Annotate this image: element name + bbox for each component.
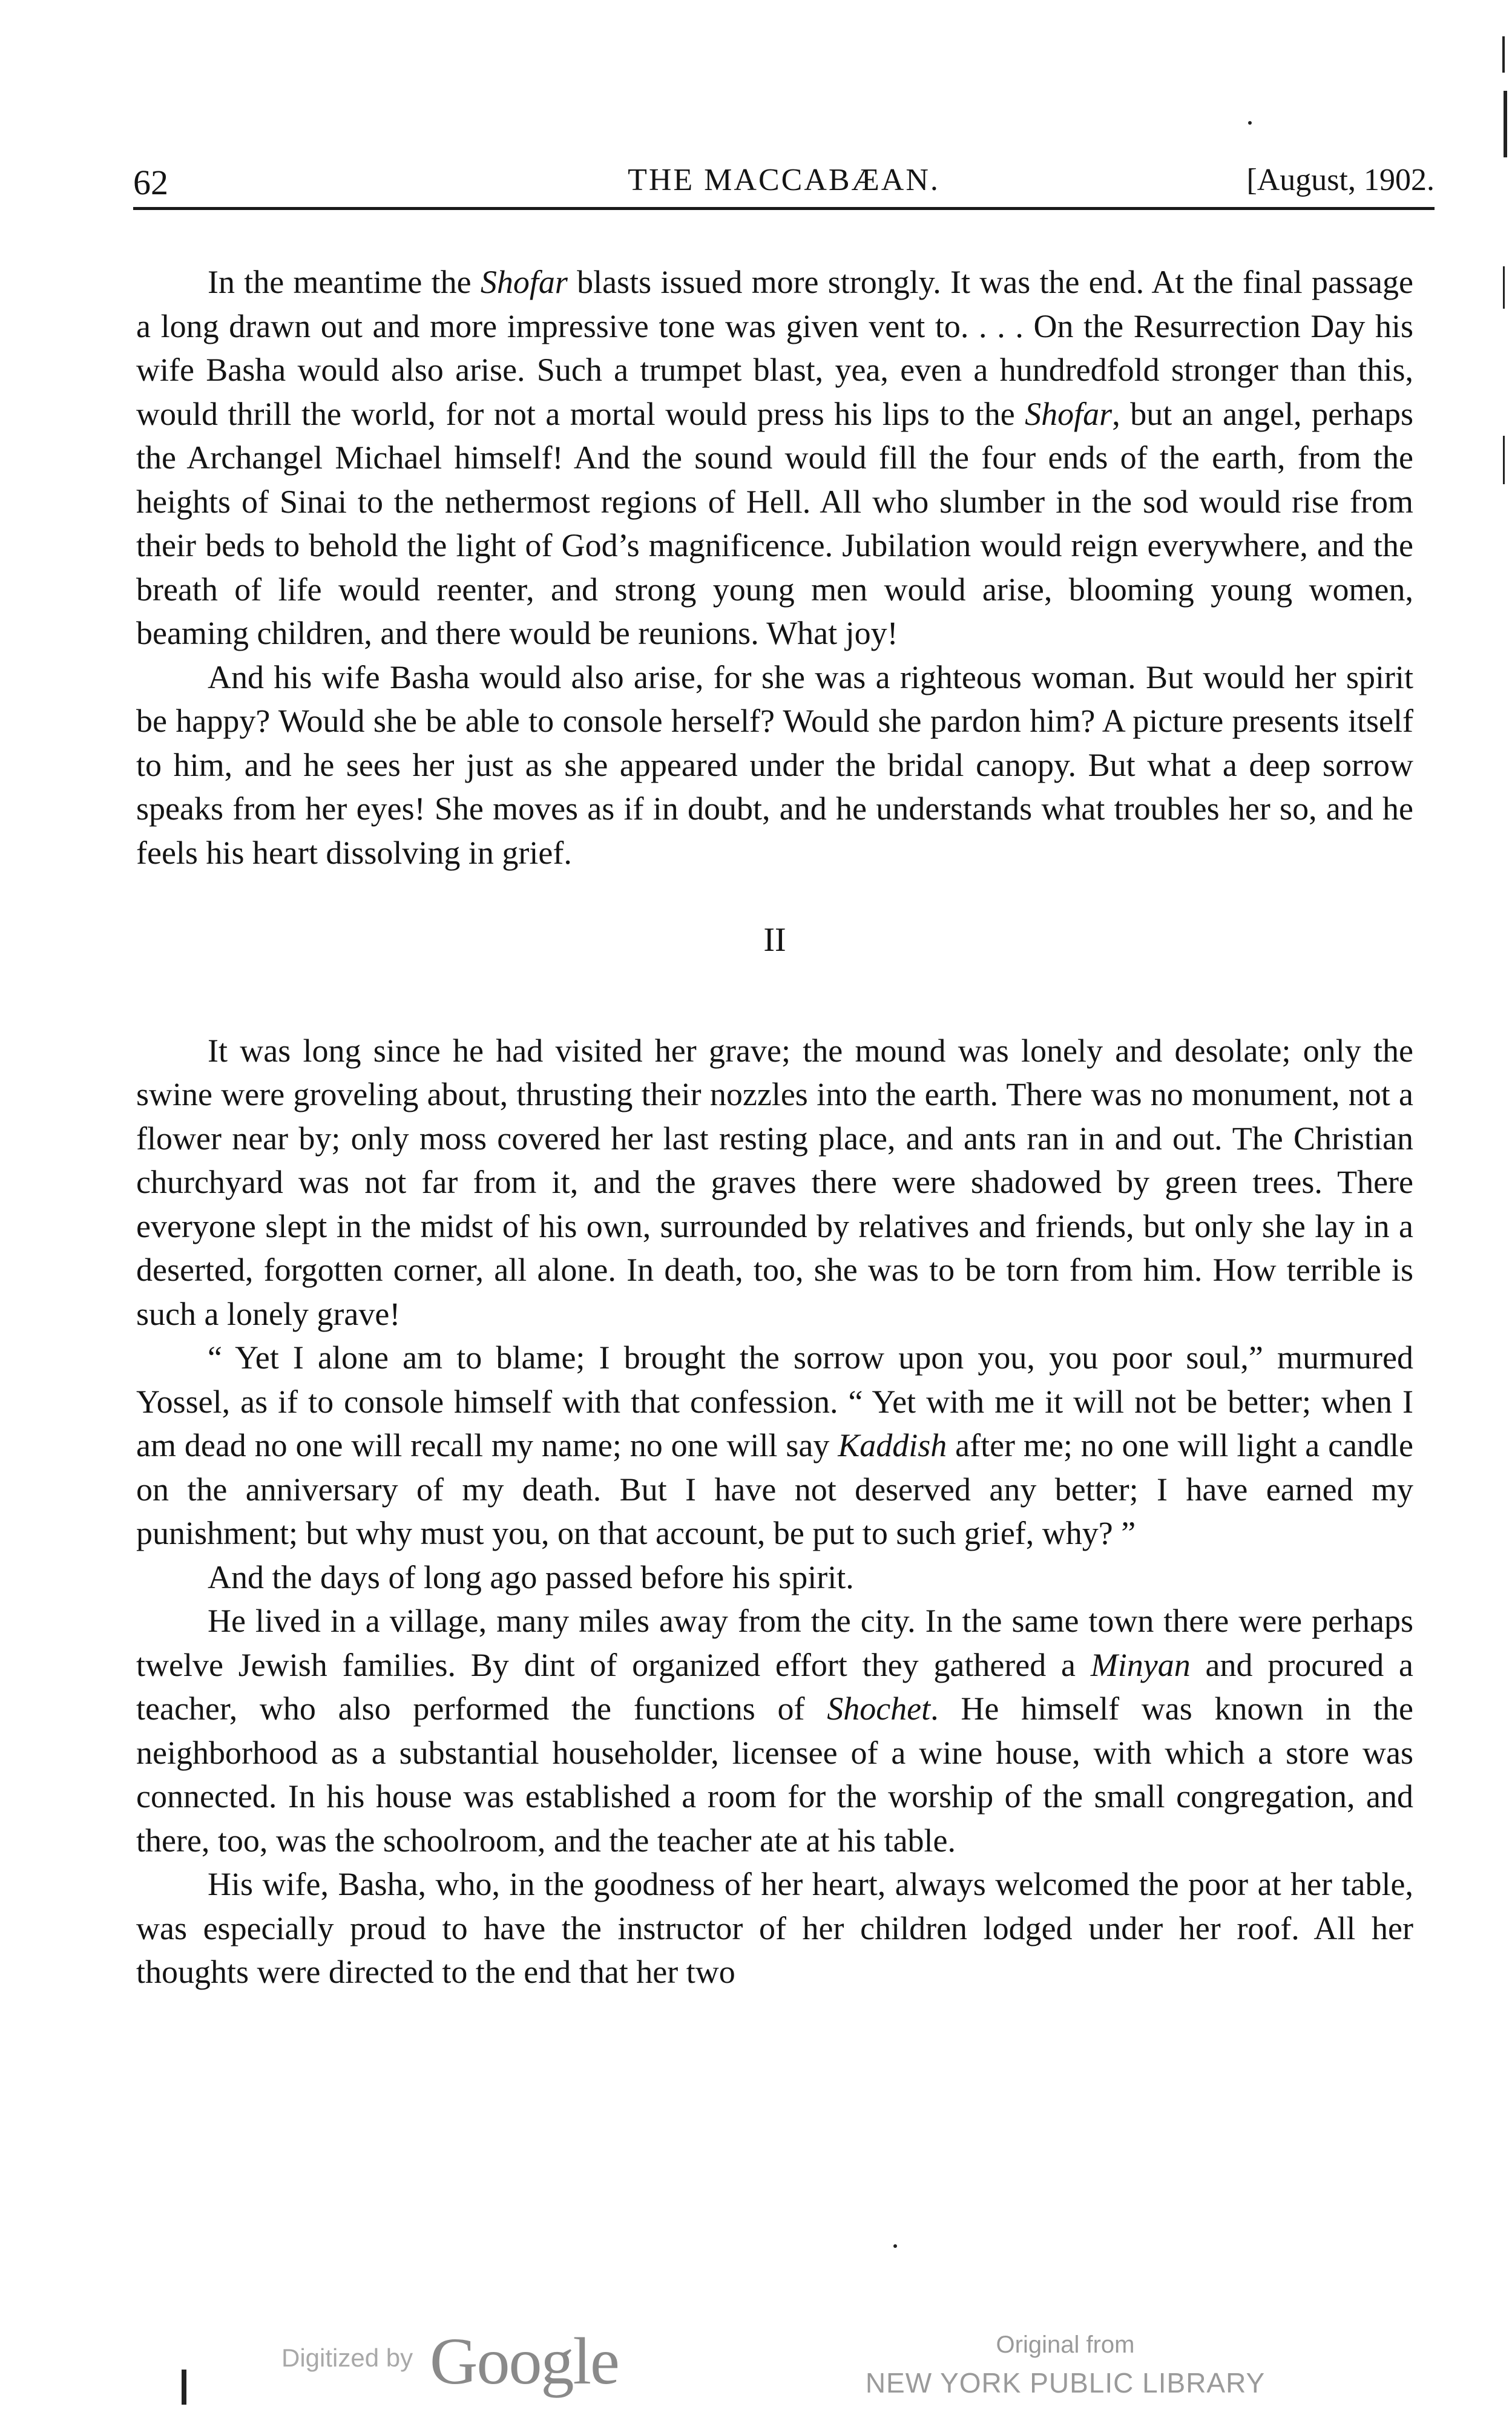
text-run: And his wife Basha would also arise, for she was a righteous woman. But would her spirit be happy? Would she be able to console herself? Would she pardon him? A picture presents itself to him, and he sees her just as she appeared under the bridal canopy. But what a deep sorrow speaks from her eyes! She moves as if in doubt, and he understands what troubles her so, and he feels his heart dissolving in grief.: [136, 659, 1413, 871]
paragraph: [136, 1862, 1413, 1994]
text-run: In the meantime the: [208, 264, 481, 300]
scan-speck: [1248, 121, 1252, 125]
issue-date: [August, 1902.: [1246, 163, 1435, 197]
digitized-by-label: Digitized by: [281, 2344, 413, 2372]
italic-term: Minyan: [1090, 1646, 1191, 1683]
google-logo: Google: [430, 2324, 619, 2398]
paragraph: [136, 1029, 1413, 1336]
section-two: [136, 1029, 1413, 1994]
paragraph: [136, 1555, 1413, 1600]
paragraph: [136, 655, 1413, 875]
scan-edge-mark: [1503, 266, 1505, 309]
italic-term: Kaddish: [838, 1427, 947, 1463]
section-one: [136, 260, 1413, 875]
text-run: and procured a teacher, who also performed the functions of: [136, 1646, 1413, 1727]
text-run: after me; no one will light a candle on the anniversary of my death. But I have not deserved any better; I have earned my punishment; but why must you, on that account, be put to such grief, why? ”: [136, 1427, 1414, 1551]
text-run: blasts issued more strongly. It was the end. At the final passage a long drawn out and more impressive tone was given vent to. . . . On the Resurrection Day his wife Basha would also arise. Such a trumpet blast, yea, even a hundredfold stronger than this, would thrill the world, for not a mortal would press his lips to the: [136, 264, 1413, 432]
page-header: [133, 151, 1435, 206]
text-run: His wife, Basha, who, in the goodness of her heart, always welcomed the poor at her table, was especially proud to have the instructor of her children lodged under her roof. All her thoughts were directed to the end that her two: [136, 1866, 1413, 1990]
article-body: [136, 260, 1413, 1994]
paragraph: [136, 260, 1413, 655]
text-run: And the days of long ago passed before his spirit.: [208, 1559, 854, 1595]
scan-edge-mark: [1503, 436, 1505, 484]
page-number: 62: [133, 163, 168, 202]
header-rule: [133, 207, 1435, 210]
digitization-footer: [0, 2312, 1512, 2397]
text-run: It was long since he had visited her grave; the mound was lonely and desolate; only the swine were groveling about, thrusting their nozzles into the earth. There was no monument, not a flower near by; only moss covered her last resting place, and ants ran in and out. The Christian churchyard was not far from it, and the graves there were shadowed by green trees. There everyone slept in the midst of his own, surrounded by relatives and friends, but only she lay in a deserted, forgotten corner, all alone. In death, too, she was to be torn from him. How terrible is such a lonely grave!: [136, 1032, 1413, 1332]
scan-speck: [893, 2244, 897, 2248]
text-run: . He himself was known in the neighborhood as a substantial householder, licensee of a wine house, with which a store was connected. In his house was established a room for the worship of the small congregation, and there, too, was the schoolroom, and the teacher ate at his table.: [136, 1690, 1413, 1859]
italic-term: Shofar: [480, 264, 568, 300]
italic-term: Shofar: [1025, 395, 1113, 432]
paragraph: [136, 1336, 1413, 1555]
italic-term: Shochet: [827, 1690, 931, 1727]
scan-edge-mark: [1502, 36, 1505, 73]
section-heading: II: [763, 921, 786, 959]
paragraph: [136, 1599, 1413, 1862]
scan-edge-mark: [1504, 91, 1507, 157]
text-run: , but an angel, perhaps the Archangel Michael himself! And the sound would fill the four ends of the earth, from the heights of Sinai to the nethermost regions of Hell. All who slumber in the sod would rise from their beds to behold the light of God’s magnificence. Jubilation would reign everywhere, and the breath of life would reenter, and strong young men would arise, blooming young women, beaming children, and there would be reunions. What joy!: [136, 395, 1413, 651]
text-run: He lived in a village, many miles away from the city. In the same town there were perhaps twelve Jewish families. By dint of organized effort they gathered a: [136, 1603, 1413, 1683]
text-run: “ Yet I alone am to blame; I brought the sorrow upon you, you poor soul,” murmured Yossel, as if to console himself with that confession. “ Yet with me it will not be better; when I am dead no one will recall my name; no one will say: [136, 1339, 1413, 1463]
original-from-label: Original from: [996, 2331, 1135, 2358]
running-title: THE MACCABÆAN.: [628, 163, 940, 197]
library-name: NEW YORK PUBLIC LIBRARY: [865, 2367, 1266, 2399]
